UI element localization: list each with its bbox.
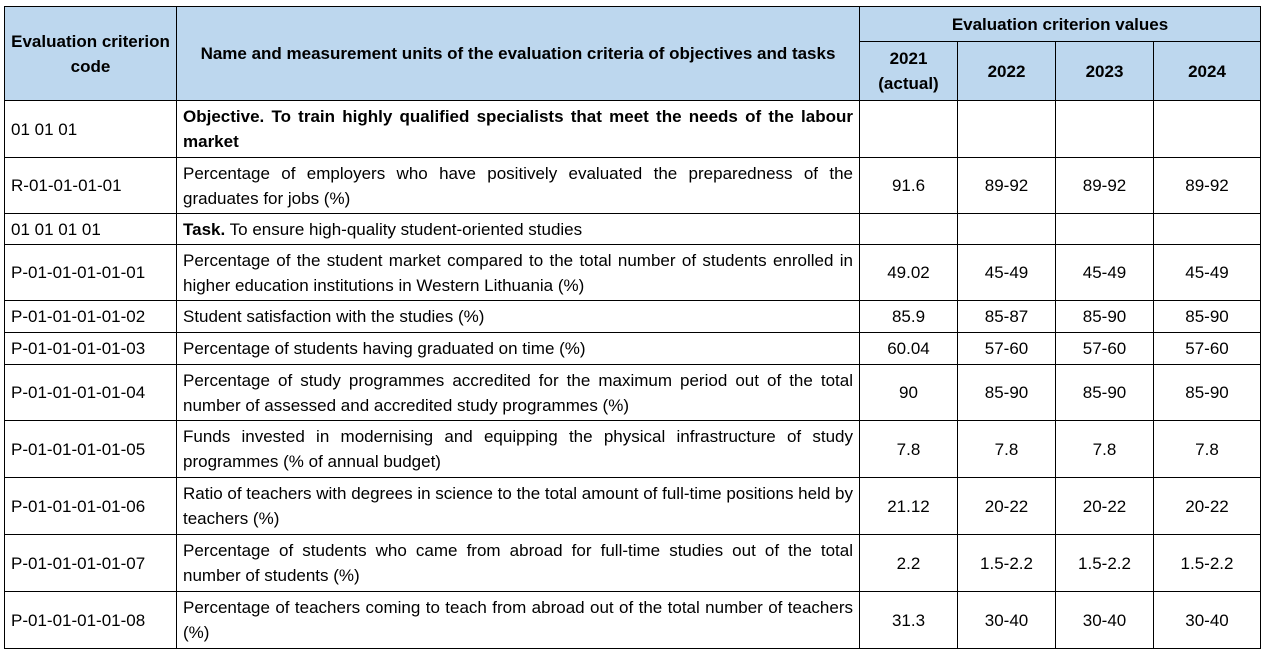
criterion-code: 01 01 01 01 (5, 214, 177, 245)
value-2021: 21.12 (860, 478, 958, 535)
criterion-name: Ratio of teachers with degrees in science to the total amount of full-time positions held by teachers (%) (177, 478, 860, 535)
value-2022: 45-49 (958, 245, 1056, 301)
value-2021: 60.04 (860, 333, 958, 365)
criterion-name: Percentage of teachers coming to teach from abroad out of the total number of teachers (%) (177, 592, 860, 649)
value-2024: 20-22 (1154, 478, 1261, 535)
criterion-code: R-01-01-01-01 (5, 158, 177, 214)
criterion-code: P-01-01-01-01-06 (5, 478, 177, 535)
value-2024: 89-92 (1154, 158, 1261, 214)
criterion-name: Percentage of study programmes accredited for the maximum period out of the total number of assessed and accredited study programmes (%) (177, 365, 860, 421)
criterion-code: P-01-01-01-01-02 (5, 301, 177, 333)
criterion-code: P-01-01-01-01-01 (5, 245, 177, 301)
value-2022: 1.5-2.2 (958, 535, 1056, 592)
value-2023: 57-60 (1056, 333, 1154, 365)
table-row (5, 158, 1261, 214)
value-2024: 85-90 (1154, 365, 1261, 421)
value-2022: 85-90 (958, 365, 1056, 421)
criterion-code: P-01-01-01-01-05 (5, 421, 177, 478)
value-2021: 90 (860, 365, 958, 421)
value-2023: 85-90 (1056, 301, 1154, 333)
value-2021: 31.3 (860, 592, 958, 649)
value-2024: 45-49 (1154, 245, 1261, 301)
criterion-code: P-01-01-01-01-03 (5, 333, 177, 365)
header-year-2022: 2022 (958, 42, 1056, 101)
criterion-name: Percentage of the student market compared to the total number of students enrolled in higher education institutions in Western Lithuania (%) (177, 245, 860, 301)
value-2024: 7.8 (1154, 421, 1261, 478)
table-row (5, 478, 1261, 535)
table-row (5, 333, 1261, 365)
value-2023: 89-92 (1056, 158, 1154, 214)
header-year-2024: 2024 (1154, 42, 1261, 101)
criterion-code: P-01-01-01-01-08 (5, 592, 177, 649)
value-2023: 1.5-2.2 (1056, 535, 1154, 592)
criterion-name: Objective. To train highly qualified specialists that meet the needs of the labour market (177, 101, 860, 158)
value-2023: 20-22 (1056, 478, 1154, 535)
criterion-name: Percentage of students having graduated on time (%) (177, 333, 860, 365)
criterion-name: Percentage of students who came from abroad for full-time studies out of the total number of students (%) (177, 535, 860, 592)
value-2024: 85-90 (1154, 301, 1261, 333)
table-row (5, 535, 1261, 592)
table-row (5, 365, 1261, 421)
header-code: Evaluation criterion code (5, 7, 177, 101)
criterion-code: P-01-01-01-01-07 (5, 535, 177, 592)
value-2023: 7.8 (1056, 421, 1154, 478)
header-values-group: Evaluation criterion values (860, 7, 1261, 42)
value-2022 (958, 101, 1056, 158)
value-2021 (860, 101, 958, 158)
table-row (5, 421, 1261, 478)
value-2021: 49.02 (860, 245, 958, 301)
header-year-2021: 2021 (actual) (860, 42, 958, 101)
evaluation-criteria-table (4, 6, 1261, 649)
criterion-name (177, 214, 860, 245)
value-2023: 45-49 (1056, 245, 1154, 301)
criterion-name: Student satisfaction with the studies (%) (177, 301, 860, 333)
value-2023 (1056, 101, 1154, 158)
table-row (5, 101, 1261, 158)
table-row (5, 592, 1261, 649)
value-2024: 57-60 (1154, 333, 1261, 365)
table-row (5, 214, 1261, 245)
criterion-code: 01 01 01 (5, 101, 177, 158)
table-row (5, 245, 1261, 301)
value-2022: 85-87 (958, 301, 1056, 333)
task-prefix: Task. (183, 219, 226, 239)
value-2021: 85.9 (860, 301, 958, 333)
criterion-code: P-01-01-01-01-04 (5, 365, 177, 421)
value-2024 (1154, 214, 1261, 245)
table-row (5, 301, 1261, 333)
value-2023: 85-90 (1056, 365, 1154, 421)
value-2023 (1056, 214, 1154, 245)
header-name: Name and measurement units of the evaluation criteria of objectives and tasks (177, 7, 860, 101)
value-2024 (1154, 101, 1261, 158)
task-text: To ensure high-quality student-oriented studies (225, 219, 583, 239)
value-2024: 30-40 (1154, 592, 1261, 649)
criterion-name: Percentage of employers who have positively evaluated the preparedness of the graduates for jobs (%) (177, 158, 860, 214)
criterion-name: Funds invested in modernising and equipping the physical infrastructure of study programmes (% of annual budget) (177, 421, 860, 478)
value-2022: 30-40 (958, 592, 1056, 649)
value-2021: 7.8 (860, 421, 958, 478)
value-2022: 20-22 (958, 478, 1056, 535)
value-2022: 89-92 (958, 158, 1056, 214)
value-2023: 30-40 (1056, 592, 1154, 649)
value-2021: 2.2 (860, 535, 958, 592)
value-2021 (860, 214, 958, 245)
value-2024: 1.5-2.2 (1154, 535, 1261, 592)
value-2022: 57-60 (958, 333, 1056, 365)
value-2022 (958, 214, 1056, 245)
value-2022: 7.8 (958, 421, 1056, 478)
value-2021: 91.6 (860, 158, 958, 214)
header-year-2023: 2023 (1056, 42, 1154, 101)
